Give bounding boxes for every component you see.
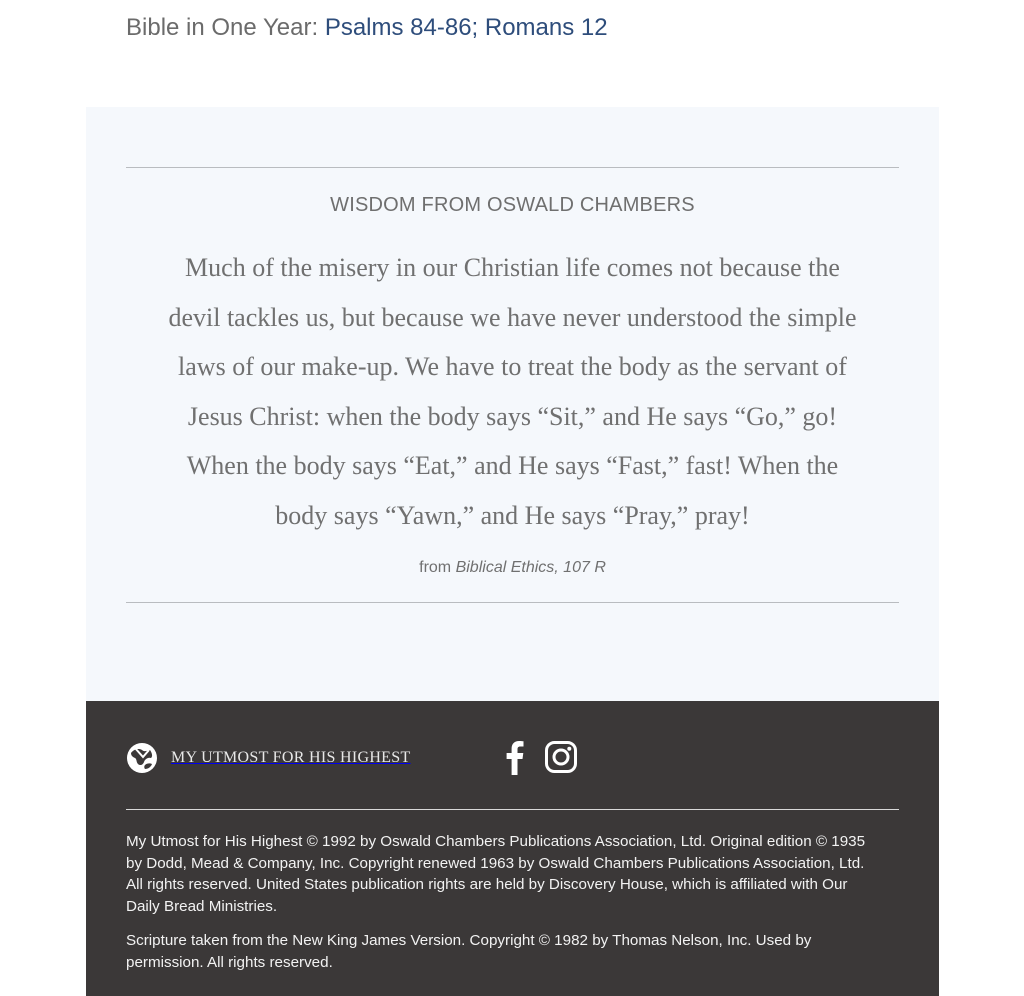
scripture-notice	[126, 930, 906, 973]
brand-link[interactable]	[126, 741, 411, 775]
facebook-link[interactable]	[500, 739, 530, 775]
instagram-link[interactable]	[530, 740, 578, 774]
quote-line: laws of our make-up. We have to treat the body as the servant of	[178, 352, 847, 381]
site-footer	[86, 701, 939, 996]
quote-source-title: Biblical Ethics, 107 R	[455, 559, 606, 576]
scripture-line: Scripture taken from the New King James Version. Copyright © 1982 by Thomas Nelson, Inc. Used by	[126, 932, 812, 949]
quote-source-prefix: from	[419, 559, 456, 576]
quote-line: Jesus Christ: when the body says “Sit,” and He says “Go,” go!	[187, 401, 838, 431]
instagram-icon	[544, 740, 578, 774]
scripture-line: permission. All rights reserved.	[126, 953, 333, 971]
quote-line: Much of the misery in our Christian life comes not because the	[185, 253, 840, 282]
copyright-paragraph	[126, 831, 906, 917]
copyright-line: Daily Bread Ministries.	[126, 897, 278, 915]
quote-line: devil tackles us, but because we have never understood the simple	[168, 302, 857, 332]
copyright-line: by Dodd, Mead & Company, Inc. Copyright renewed 1963 by Oswald Chambers Publications Association, Ltd.	[126, 854, 865, 872]
bible-reading-label: Bible in One Year:	[126, 14, 325, 41]
quote-line: When the body says “Eat,” and He says “Fast,” fast! When the	[186, 451, 839, 480]
social-links	[500, 739, 578, 775]
wisdom-heading: WISDOM FROM OSWALD CHAMBERS	[330, 194, 695, 216]
copyright-line: All rights reserved. United States publication rights are held by Discovery House, which is affiliated with Our	[126, 876, 848, 893]
wisdom-quote	[138, 243, 887, 540]
bible-reading-link[interactable]: Psalms 84-86; Romans 12	[324, 14, 608, 41]
bible-reading-line	[126, 12, 608, 44]
divider	[126, 167, 899, 168]
divider	[126, 602, 899, 603]
copyright-notice	[126, 831, 906, 973]
copyright-line: My Utmost for His Highest © 1992 by Oswald Chambers Publications Association, Ltd. Original edition © 1935	[126, 833, 866, 850]
footer-divider	[126, 809, 899, 810]
globe-logo-icon	[126, 742, 158, 774]
quote-source	[126, 557, 899, 579]
quote-line: body says “Yawn,” and He says “Pray,” pray!	[275, 500, 750, 530]
facebook-icon	[500, 739, 530, 775]
brand-name: MY UTMOST FOR HIS HIGHEST	[171, 749, 411, 766]
wisdom-section	[86, 107, 939, 701]
